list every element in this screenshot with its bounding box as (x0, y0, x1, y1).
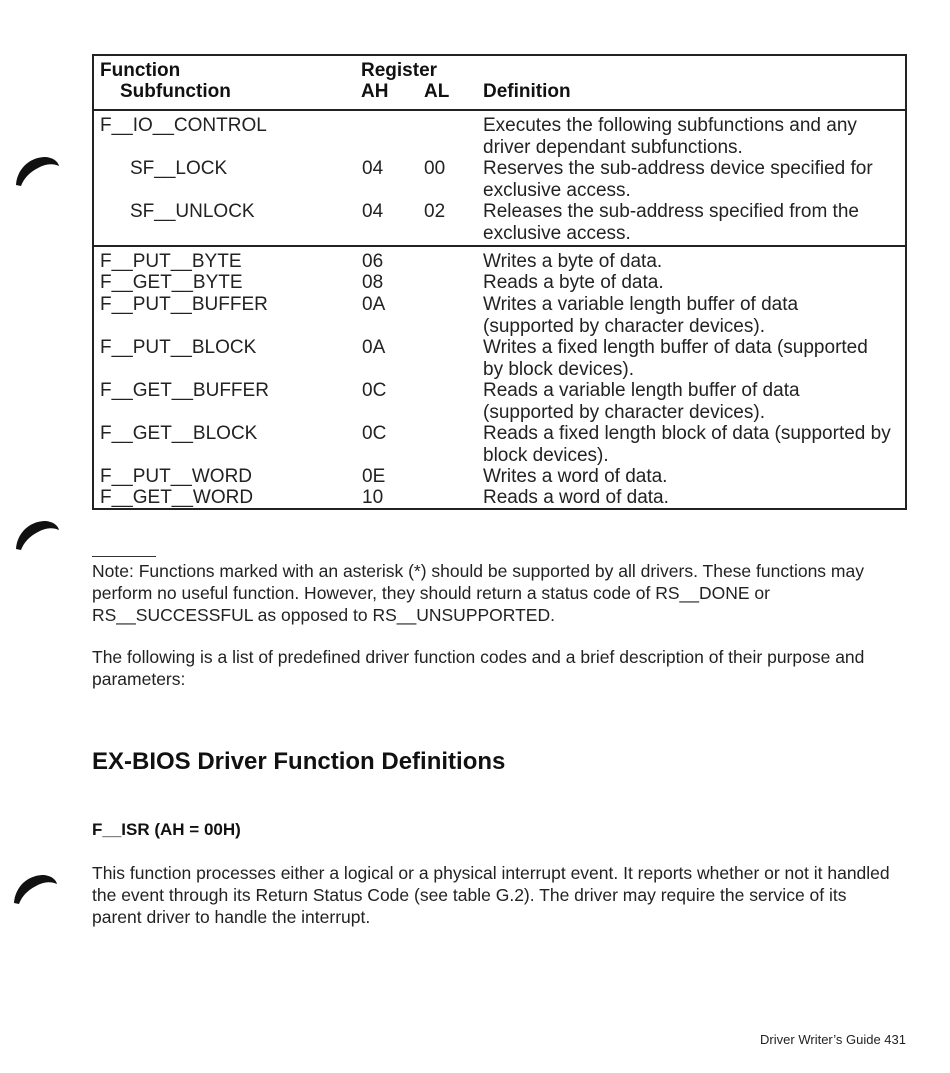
function-definition: Reserves the sub-address device specified for exclusive access. (483, 158, 873, 201)
body-paragraph: This function processes either a logical or a physical interrupt event. It reports whether or not it handled the event through its Return Status Code (see table G.2). The driver may require the service of its parent driver to handle the interrupt. (92, 863, 890, 927)
margin-mark-icon (14, 516, 60, 552)
function-definition: Writes a fixed length buffer of data (supported by block devices). (483, 337, 868, 380)
header-al: AL (424, 81, 450, 102)
note-paragraph: Note: Functions marked with an asterisk (*) should be supported by all drivers. These functions may perform no useful function. However, they should return a status code of RS__DONE or RS__SUCCESSFUL as opposed to RS__UNSUPPORTED. (92, 561, 864, 625)
function-name: F__IO__CONTROL (100, 115, 267, 136)
function-definition: Reads a byte of data. (483, 272, 664, 293)
function-definition: Writes a word of data. (483, 466, 668, 487)
function-name: F__GET__BUFFER (100, 380, 269, 401)
register-al: 02 (424, 201, 446, 222)
footnote-rule (92, 556, 156, 557)
header-subfunction: Subfunction (120, 81, 231, 102)
header-definition: Definition (483, 81, 571, 102)
function-definition: Reads a variable length buffer of data (supported by character devices). (483, 380, 800, 423)
margin-mark-icon (14, 152, 60, 188)
function-definition: Releases the sub-address specified from the exclusive access. (483, 201, 859, 244)
function-name: F__PUT__BUFFER (100, 294, 268, 315)
register-ah: 0A (362, 294, 386, 315)
register-ah: 04 (362, 201, 384, 222)
function-name: F__PUT__BLOCK (100, 337, 257, 358)
function-name: F__GET__BYTE (100, 272, 243, 293)
function-definition: Executes the following subfunctions and any driver dependant subfunctions. (483, 115, 857, 158)
function-definition: Writes a variable length buffer of data (supported by character devices). (483, 294, 799, 337)
register-ah: 10 (362, 487, 384, 508)
function-name: SF__LOCK (130, 158, 228, 179)
function-definition: Reads a fixed length block of data (supported by block devices). (483, 423, 891, 466)
register-ah: 0C (362, 423, 387, 444)
function-name: F__GET__WORD (100, 487, 254, 508)
table-group-io-control (94, 111, 905, 247)
section-heading: EX-BIOS Driver Function Definitions (92, 748, 506, 775)
header-register: Register (361, 60, 438, 81)
intro-paragraph: The following is a list of predefined driver function codes and a brief description of their purpose and parameters: (92, 647, 865, 689)
register-ah: 08 (362, 272, 384, 293)
function-table (92, 54, 907, 510)
register-ah: 04 (362, 158, 384, 179)
header-function: Function (100, 60, 181, 81)
function-name: SF__UNLOCK (130, 201, 255, 222)
register-ah: 0E (362, 466, 386, 487)
register-ah: 06 (362, 251, 384, 272)
margin-mark-icon (12, 870, 58, 906)
register-al: 00 (424, 158, 446, 179)
register-ah: 0C (362, 380, 387, 401)
subsection-heading: F__ISR (AH = 00H) (92, 820, 241, 839)
page-footer: Driver Writer’s Guide 431 (760, 1032, 906, 1047)
register-ah: 0A (362, 337, 386, 358)
function-name: F__PUT__WORD (100, 466, 253, 487)
header-ah: AH (361, 81, 389, 102)
function-definition: Writes a byte of data. (483, 251, 663, 272)
function-name: F__PUT__BYTE (100, 251, 242, 272)
function-name: F__GET__BLOCK (100, 423, 258, 444)
function-definition: Reads a word of data. (483, 487, 669, 508)
table-header (94, 56, 905, 111)
